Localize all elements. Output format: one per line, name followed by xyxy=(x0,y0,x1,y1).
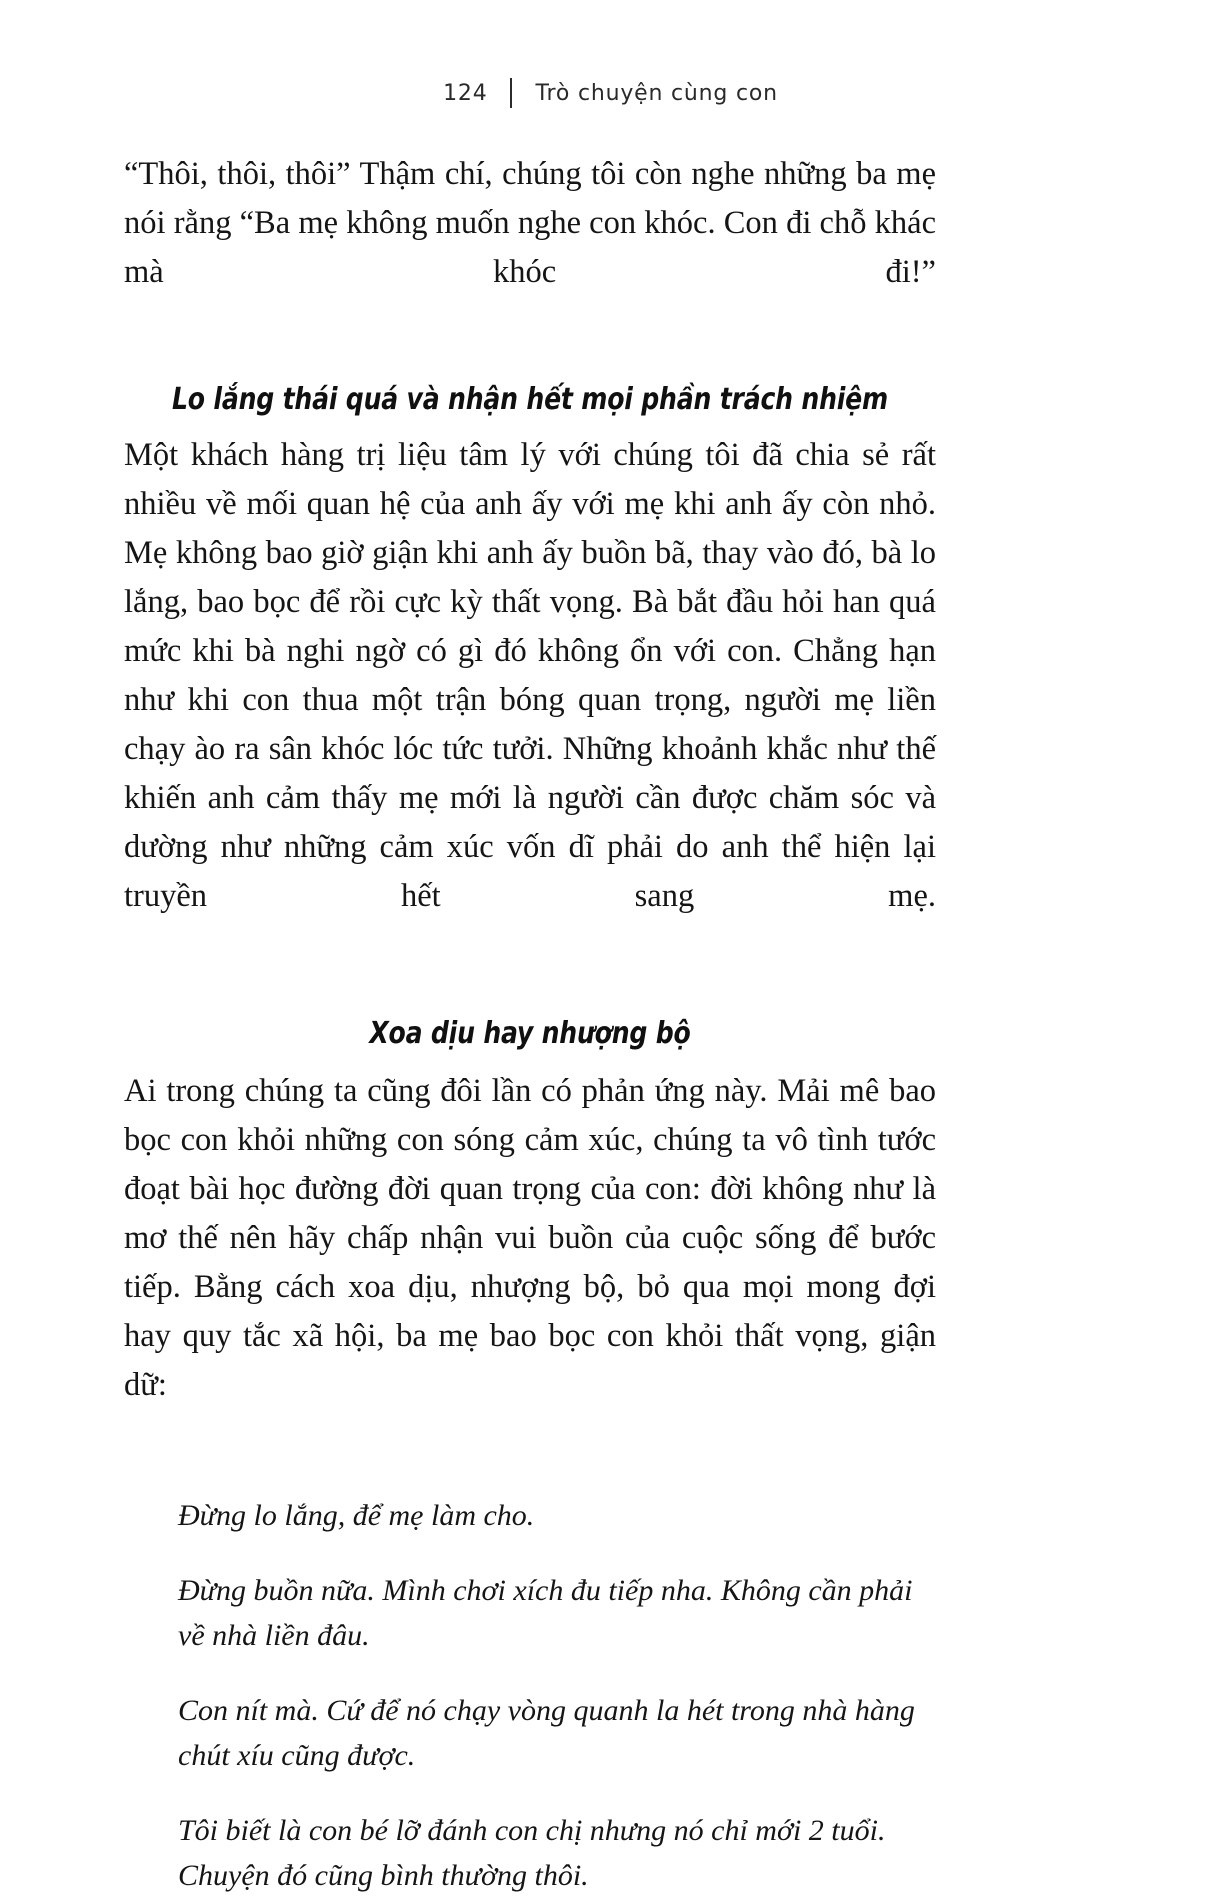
book-title: Trò chuyện cùng con xyxy=(535,80,778,106)
section-heading-two: Xoa dịu hay nhượng bộ xyxy=(369,1016,691,1051)
quote-block xyxy=(124,1493,936,1898)
section-heading-one: Lo lắng thái quá và nhận hết mọi phần trách nhiệm xyxy=(171,382,889,417)
page-content xyxy=(124,150,936,1898)
page-number: 124 xyxy=(443,80,488,106)
quote-line: Tôi biết là con bé lỡ đánh con chị nhưng nó chỉ mới 2 tuổi. Chuyện đó cũng bình thường thôi. xyxy=(178,1814,886,1892)
quote-line: Đừng buồn nữa. Mình chơi xích đu tiếp nha. Không cần phải về nhà liền đâu. xyxy=(178,1574,913,1652)
running-header xyxy=(0,78,1221,108)
section-one-paragraph: Một khách hàng trị liệu tâm lý với chúng tôi đã chia sẻ rất nhiều về mối quan hệ của anh ấy với mẹ khi anh ấy còn nhỏ. Mẹ không bao giờ giận khi anh ấy buồn bã, thay vào đó, bà lo lắng, bao bọc để rồi cực kỳ thất vọng. Bà bắt đầu hỏi han quá mức khi bà nghi ngờ có gì đó không ổn với con. Chẳng hạn như khi con thua một trận bóng quan trọng, người mẹ liền chạy ào ra sân khóc lóc tức tưởi. Những khoảnh khắc như thế khiến anh cảm thấy mẹ mới là người cần được chăm sóc và dường như những cảm xúc vốn dĩ phải do anh thể hiện lại truyền hết sang mẹ. xyxy=(124,437,936,914)
section-two-paragraph: Ai trong chúng ta cũng đôi lần có phản ứng này. Mải mê bao bọc con khỏi những con sóng cảm xúc, chúng ta vô tình tước đoạt bài học đường đời quan trọng của con: đời không như là mơ thế nên hãy chấp nhận vui buồn của cuộc sống để bước tiếp. Bằng cách xoa dịu, nhượng bộ, bỏ qua mọi mong đợi hay quy tắc xã hội, ba mẹ bao bọc con khỏi thất vọng, giận dữ: xyxy=(124,1073,936,1403)
quote-line: Đừng lo lắng, để mẹ làm cho. xyxy=(178,1499,535,1532)
quote-line: Con nít mà. Cứ để nó chạy vòng quanh la hét trong nhà hàng chút xíu cũng được. xyxy=(178,1694,915,1772)
intro-paragraph: “Thôi, thôi, thôi” Thậm chí, chúng tôi còn nghe những ba mẹ nói rằng “Ba mẹ không muốn nghe con khóc. Con đi chỗ khác mà khóc đi!” xyxy=(124,156,936,290)
